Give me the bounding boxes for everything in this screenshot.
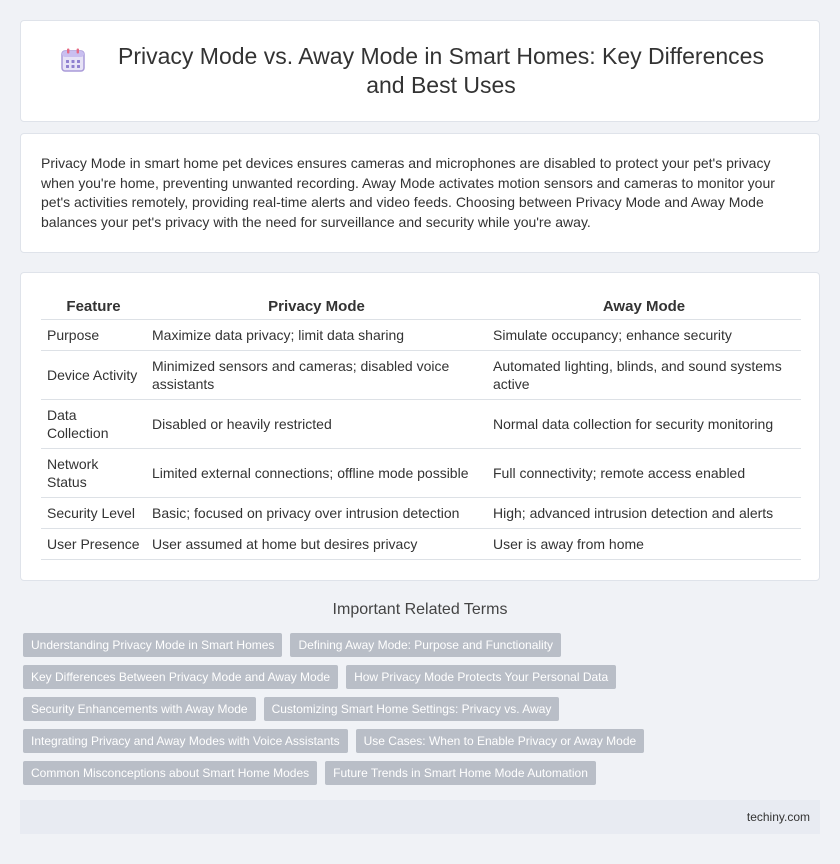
related-term-tag[interactable]: Use Cases: When to Enable Privacy or Away Mode bbox=[356, 729, 645, 753]
related-term-tag[interactable]: Integrating Privacy and Away Modes with Voice Assistants bbox=[23, 729, 348, 753]
comparison-card bbox=[20, 272, 820, 581]
table-row bbox=[41, 529, 801, 560]
table-cell: Full connectivity; remote access enabled bbox=[487, 449, 801, 498]
table-cell: Simulate occupancy; enhance security bbox=[487, 320, 801, 351]
intro-card bbox=[20, 133, 820, 253]
table-cell: High; advanced intrusion detection and alerts bbox=[487, 498, 801, 529]
table-row bbox=[41, 498, 801, 529]
table-cell: Maximize data privacy; limit data sharing bbox=[146, 320, 487, 351]
comparison-table bbox=[41, 293, 801, 560]
related-term-tag[interactable]: Security Enhancements with Away Mode bbox=[23, 697, 256, 721]
tag-row bbox=[23, 633, 823, 657]
table-header-row bbox=[41, 293, 801, 320]
table-cell: Network Status bbox=[41, 449, 146, 498]
column-header: Away Mode bbox=[487, 293, 801, 320]
related-terms-title: Important Related Terms bbox=[332, 601, 508, 618]
table-cell: Data Collection bbox=[41, 400, 146, 449]
related-term-tag[interactable]: Defining Away Mode: Purpose and Functionality bbox=[290, 633, 561, 657]
table-cell: Security Level bbox=[41, 498, 146, 529]
table-cell: User is away from home bbox=[487, 529, 801, 560]
column-header: Privacy Mode bbox=[146, 293, 487, 320]
table-cell: Disabled or heavily restricted bbox=[146, 400, 487, 449]
tag-row bbox=[23, 665, 823, 689]
related-term-tag[interactable]: Key Differences Between Privacy Mode and Away Mode bbox=[23, 665, 338, 689]
calendar-icon bbox=[60, 47, 86, 73]
related-term-tag[interactable]: Future Trends in Smart Home Mode Automation bbox=[325, 761, 596, 785]
footer bbox=[20, 800, 820, 834]
table-cell: Basic; focused on privacy over intrusion detection bbox=[146, 498, 487, 529]
page-title: Privacy Mode vs. Away Mode in Smart Homes: Key Differences and Best Uses bbox=[118, 43, 764, 98]
table-cell: User assumed at home but desires privacy bbox=[146, 529, 487, 560]
intro-text: Privacy Mode in smart home pet devices ensures cameras and microphones are disabled to protect your pet's privacy when you're home, preventing unwanted recording. Away Mode activates motion sensors and cameras to monitor your pet's activities remotely, providing real-time alerts and video feeds. Choosing between Privacy Mode and Away Mode balances your pet's privacy with the need for surveillance and security while you're away. bbox=[41, 155, 775, 230]
column-header: Feature bbox=[41, 293, 146, 320]
table-cell: Device Activity bbox=[41, 351, 146, 400]
title-wrap bbox=[60, 42, 780, 100]
footer-site-link[interactable]: techiny.com bbox=[746, 810, 810, 824]
table-row bbox=[41, 400, 801, 449]
table-cell: Minimized sensors and cameras; disabled voice assistants bbox=[146, 351, 487, 400]
table-cell: Normal data collection for security monitoring bbox=[487, 400, 801, 449]
table-cell: Purpose bbox=[41, 320, 146, 351]
related-term-tag[interactable]: Understanding Privacy Mode in Smart Homes bbox=[23, 633, 282, 657]
table-row bbox=[41, 320, 801, 351]
tag-row bbox=[23, 729, 823, 753]
table-row bbox=[41, 449, 801, 498]
table-cell: Automated lighting, blinds, and sound systems active bbox=[487, 351, 801, 400]
table-row bbox=[41, 351, 801, 400]
related-term-tag[interactable]: Customizing Smart Home Settings: Privacy vs. Away bbox=[264, 697, 560, 721]
table-cell: Limited external connections; offline mode possible bbox=[146, 449, 487, 498]
related-term-tag[interactable]: Common Misconceptions about Smart Home Modes bbox=[23, 761, 317, 785]
tag-row bbox=[23, 697, 823, 721]
table-cell: User Presence bbox=[41, 529, 146, 560]
header-card bbox=[20, 20, 820, 122]
tag-row bbox=[23, 761, 823, 785]
related-terms-list bbox=[23, 633, 823, 793]
related-term-tag[interactable]: How Privacy Mode Protects Your Personal Data bbox=[346, 665, 616, 689]
